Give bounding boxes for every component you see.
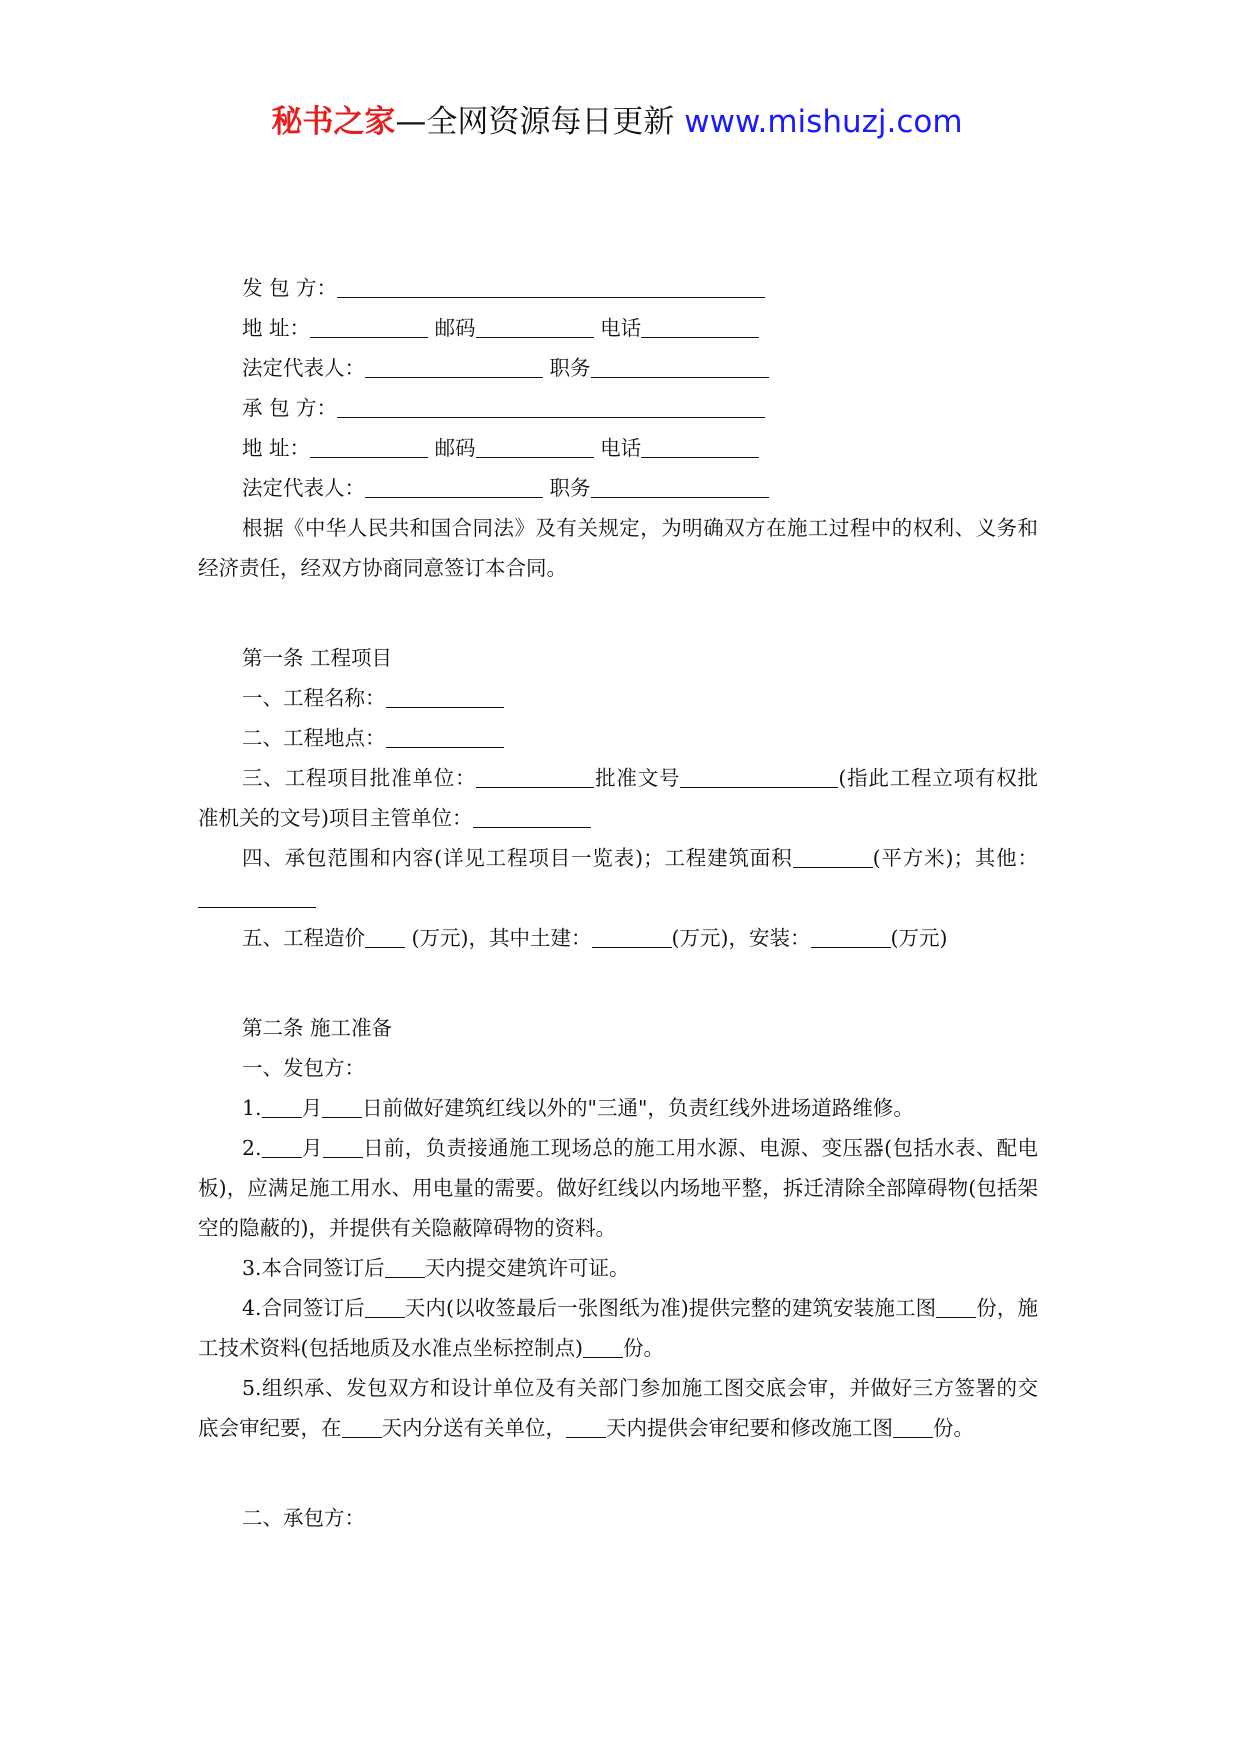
days-blank <box>566 1411 606 1438</box>
cost-line <box>198 918 1038 958</box>
legal-rep-blank <box>365 351 543 378</box>
cost-blank <box>365 921 405 948</box>
duty-5 <box>198 1368 1038 1448</box>
area-unit-label: (平方米)；其他： <box>872 846 1038 870</box>
duty-1-text: 日前做好建筑红线以外的"三通"，负责红线外进场道路维修。 <box>362 1096 914 1120</box>
approval-no-label: 批准文号 <box>594 766 681 790</box>
scope-paragraph <box>198 838 1038 918</box>
employer-duties-heading: 一、发包方： <box>242 1056 365 1080</box>
month-label: 月 <box>301 1136 323 1160</box>
project-name-blank <box>386 681 504 708</box>
banner-slogan: —全网资源每日更新 <box>395 104 675 140</box>
duty-2-number: 2. <box>242 1136 262 1160</box>
phone-label: 电话 <box>600 316 642 340</box>
area-blank <box>793 841 873 868</box>
address-blank <box>310 311 428 338</box>
copies-blank <box>583 1331 623 1358</box>
days-blank <box>385 1251 425 1278</box>
duty-5-text-c: 天内提供会审纪要和修改施工图 <box>606 1416 893 1440</box>
legal-rep-label: 法定代表人： <box>242 356 365 380</box>
copies-blank <box>936 1291 976 1318</box>
contractor-duties-heading: 二、承包方： <box>242 1506 365 1530</box>
days-blank <box>342 1411 382 1438</box>
duty-4-text-b: 天内(以收签最后一张图纸为准)提供完整的建筑安装施工图 <box>404 1296 937 1320</box>
article2-title: 第二条 施工准备 <box>242 1016 393 1040</box>
month-label: 月 <box>301 1096 323 1120</box>
duty-2-text: 日前，负责接通施工现场总的施工用水源、电源、变压器(包括水表、配电板)，应满足施工用水、用电量的需要。做好红线以内场地平整，拆迁清除全部障碍物(包括架空的隐蔽的)，并提供有关隐蔽障碍物的资料。 <box>198 1136 1039 1240</box>
postcode-label: 邮码 <box>434 436 476 460</box>
project-name-line <box>198 678 1038 718</box>
contractor-line <box>198 388 1038 428</box>
civil-label: (万元)，其中土建： <box>405 926 592 950</box>
project-location-label: 二、工程地点： <box>242 726 386 750</box>
project-location-blank <box>386 721 504 748</box>
civil-blank <box>592 921 672 948</box>
preamble: 根据《中华人民共和国合同法》及有关规定，为明确双方在施工过程中的权利、义务和经济责任，经双方协商同意签订本合同。 <box>198 516 1038 580</box>
position-blank <box>591 471 769 498</box>
address-label: 地 址： <box>242 436 311 460</box>
day-blank <box>323 1131 363 1158</box>
site-banner <box>0 100 1234 144</box>
legal-rep-blank <box>365 471 543 498</box>
address-blank <box>310 431 428 458</box>
day-blank <box>322 1091 362 1118</box>
phone-blank <box>641 431 759 458</box>
phone-label: 电话 <box>600 436 642 460</box>
duty-4-text-d: 份。 <box>623 1336 664 1360</box>
contractor-blank <box>337 391 765 418</box>
duty-3-text-b: 天内提交建筑许可证。 <box>424 1256 630 1280</box>
month-blank <box>262 1131 302 1158</box>
duty-2 <box>198 1128 1038 1248</box>
duty-1 <box>198 1088 1038 1128</box>
position-blank <box>591 351 769 378</box>
duty-5-text-d: 份。 <box>933 1416 974 1440</box>
approval-unit-blank <box>476 761 594 788</box>
site-url-link[interactable]: www.mishuzj.com <box>684 104 963 140</box>
other-blank <box>198 881 316 908</box>
duty-4-text-c: 份，施工技术资料(包括地质及水准点坐标控制点) <box>198 1296 1039 1360</box>
approval-unit-label: 三、工程项目批准单位： <box>242 766 477 790</box>
employer-label: 发 包 方： <box>242 276 338 300</box>
approval-note: (指此工程立项有权批准机关的文号)项目主管单位： <box>198 766 1039 830</box>
contractor-label: 承 包 方： <box>242 396 338 420</box>
copies-blank <box>893 1411 933 1438</box>
days-blank <box>365 1291 405 1318</box>
employer-line <box>198 268 1038 308</box>
postcode-blank <box>476 311 594 338</box>
duty-3 <box>198 1248 1038 1288</box>
position-label: 职务 <box>549 476 591 500</box>
employer-legal-rep-line <box>198 348 1038 388</box>
duty-1-number: 1. <box>242 1096 262 1120</box>
employer-blank <box>337 271 765 298</box>
employer-address-line <box>198 308 1038 348</box>
install-unit: (万元) <box>890 926 948 950</box>
phone-blank <box>641 311 759 338</box>
contract-body <box>198 268 1038 1538</box>
contractor-legal-rep-line <box>198 468 1038 508</box>
duty-3-text-a: 3.本合同签订后 <box>242 1256 385 1280</box>
duty-4 <box>198 1288 1038 1368</box>
address-label: 地 址： <box>242 316 311 340</box>
postcode-blank <box>476 431 594 458</box>
approval-paragraph <box>198 758 1038 838</box>
duty-5-text-b: 天内分送有关单位， <box>381 1416 566 1440</box>
duty-5-text-a: 5.组织承、发包双方和设计单位及有关部门参加施工图交底会审，并做好三方签署的交底会审纪要，在 <box>198 1376 1038 1440</box>
supervisor-unit-blank <box>473 801 591 828</box>
project-location-line <box>198 718 1038 758</box>
legal-rep-label: 法定代表人： <box>242 476 365 500</box>
article1-title: 第一条 工程项目 <box>242 646 393 670</box>
approval-no-blank <box>680 761 838 788</box>
postcode-label: 邮码 <box>434 316 476 340</box>
cost-label: 五、工程造价 <box>242 926 365 950</box>
brand-name: 秘书之家 <box>271 104 396 140</box>
project-name-label: 一、工程名称： <box>242 686 386 710</box>
position-label: 职务 <box>549 356 591 380</box>
install-blank <box>811 921 891 948</box>
contractor-address-line <box>198 428 1038 468</box>
duty-4-text-a: 4.合同签订后 <box>242 1296 365 1320</box>
scope-label: 四、承包范围和内容(详见工程项目一览表)；工程建筑面积 <box>242 846 793 870</box>
month-blank <box>262 1091 302 1118</box>
install-label: (万元)，安装： <box>671 926 811 950</box>
